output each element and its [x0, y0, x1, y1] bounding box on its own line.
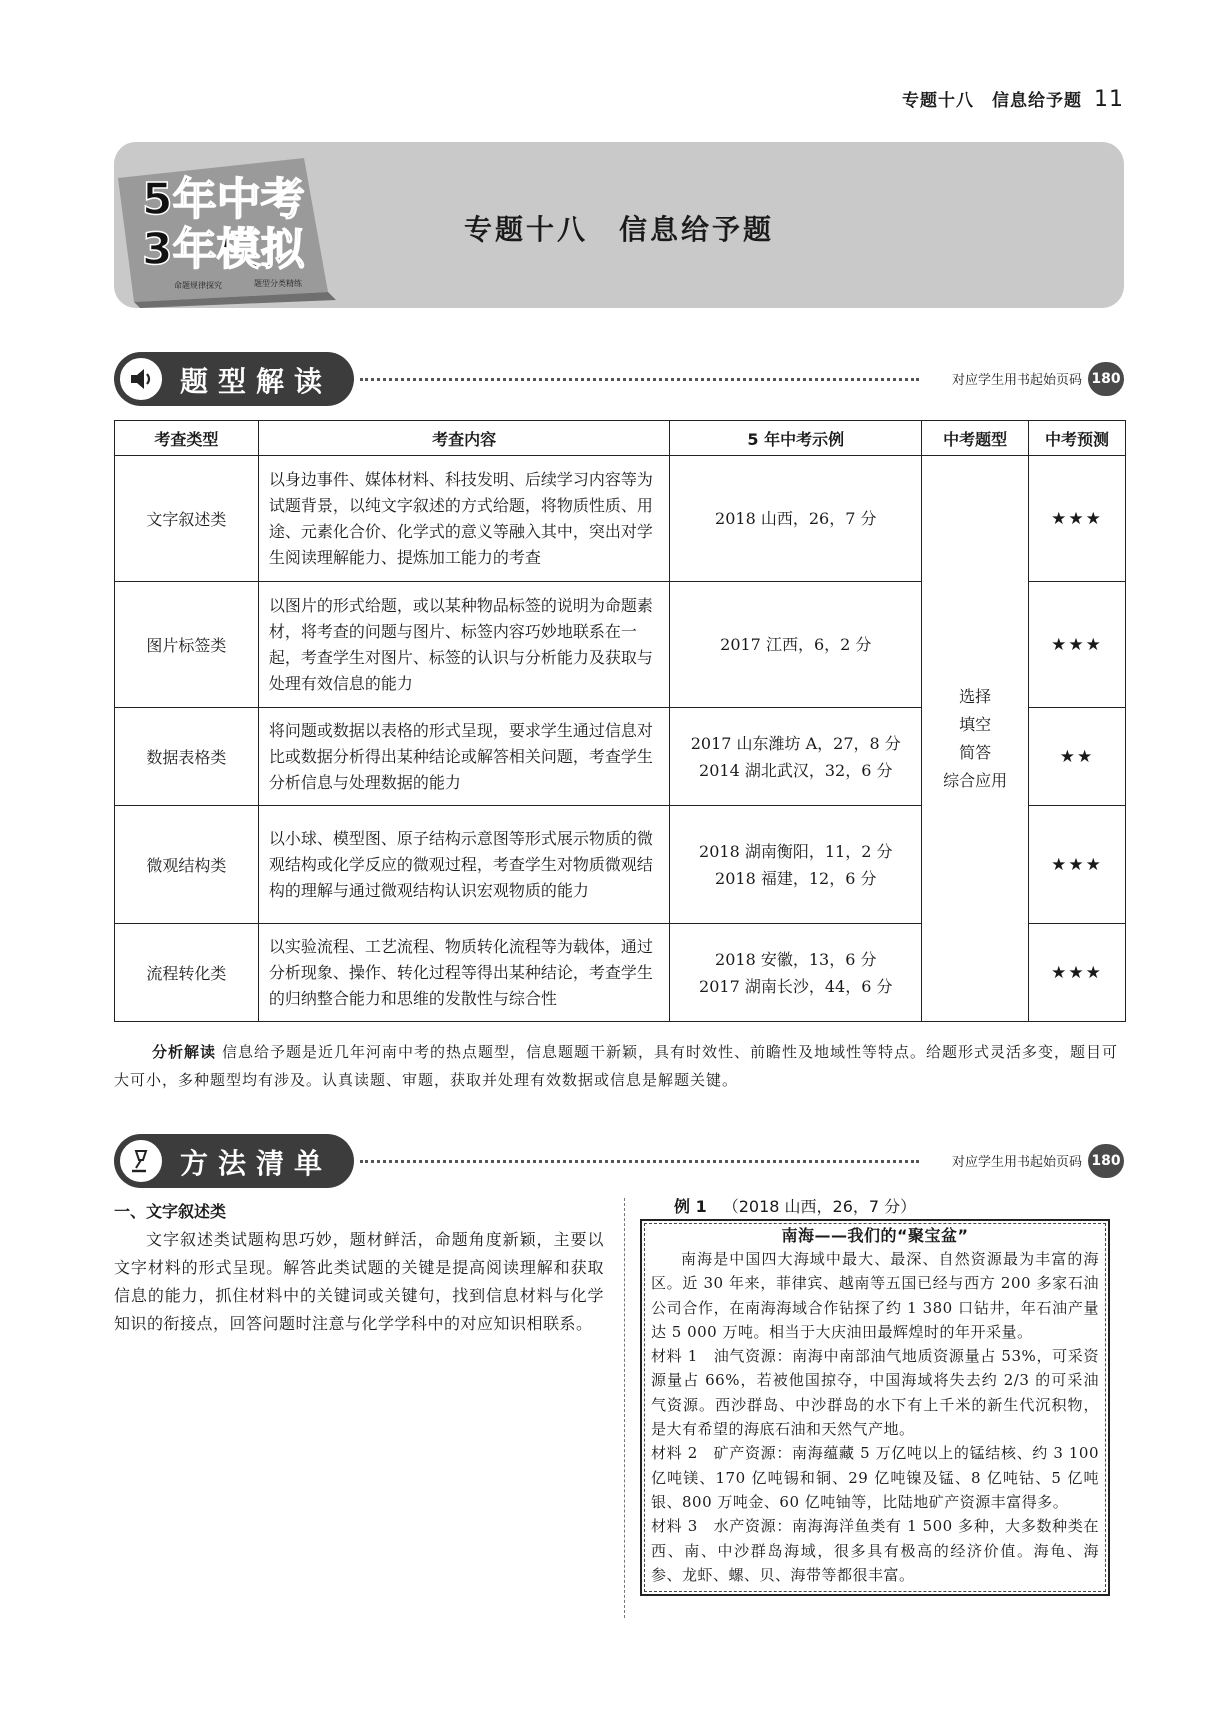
- type-cell: 图片标签类: [115, 582, 259, 708]
- example-cell: 2017 江西，6，2 分: [670, 582, 922, 708]
- analysis-text: 信息给予题是近几年河南中考的热点题型，信息题题干新颖，具有时效性、前瞻性及地域性等特点。给题形式灵活多变，题目可大可小，多种题型均有涉及。认真读题、审题，获取并处理有效数据或信息是解题关键。: [114, 1043, 1119, 1089]
- example-cell: 2017 山东潍坊 A，27，8 分 2014 湖北武汉，32，6 分: [670, 708, 922, 806]
- svg-text:命题规律探究: 命题规律探究: [174, 281, 222, 290]
- speaker-icon: [128, 366, 154, 392]
- column-divider: [624, 1198, 625, 1618]
- example-material-box: [640, 1219, 1110, 1596]
- prediction-stars: ★★★: [1029, 582, 1126, 708]
- example-heading: [674, 1194, 1110, 1217]
- material-intro: 南海是中国四大海域中最大、最深、自然资源最为丰富的海区。近 30 年来，菲律宾、越南等五国已经与西方 200 多家石油公司合作，在南海海域合作钻探了约 1 380 口钻井，年石油产量达 5 000 万吨。相当于大庆油田最辉煌时的年开采量。: [651, 1250, 1099, 1341]
- analysis-heading: 分析解读: [152, 1043, 217, 1061]
- column-header: 中考题型: [922, 421, 1029, 456]
- prediction-stars: ★★★: [1029, 924, 1126, 1022]
- content-cell: 以图片的形式给题，或以某种物品标签的说明为命题素材，将考查的问题与图片、标签内容巧妙地联系在一起，考查学生对图片、标签的认识与分析能力及获取与处理有效信息的能力: [258, 582, 670, 708]
- material-item: 材料 2 矿产资源：南海蕴藏 5 万亿吨以上的锰结核、约 3 100亿吨镁、170 亿吨锡和铜、29 亿吨镍及锰、8 亿吨钴、5 亿吨银、800 万吨金、60 亿吨铀等，比陆地矿产资源丰富得多。: [651, 1444, 1099, 1511]
- example-source: （2018 山西，26，7 分）: [722, 1197, 917, 1216]
- material-title: 南海——我们的“聚宝盆”: [781, 1226, 969, 1245]
- content-cell: 以身边事件、媒体材料、科技发明、后续学习内容等为试题背景，以纯文字叙述的方式给题，将物质性质、用途、元素化合价、化学式的意义等融入其中，突出对学生阅读理解能力、提炼加工能力的考查: [258, 456, 670, 582]
- type-cell: 数据表格类: [115, 708, 259, 806]
- example-cell: 2018 山西，26，7 分: [670, 456, 922, 582]
- method-subheading: 一、文字叙述类: [114, 1202, 227, 1221]
- page-ref-badge: 180: [1088, 362, 1124, 396]
- section-bar-method-list: [114, 1134, 1124, 1188]
- example-cell: 2018 安徽，13，6 分 2017 湖南长沙，44，6 分: [670, 924, 922, 1022]
- analysis-paragraph: [114, 1038, 1126, 1094]
- running-header-title: 专题十八 信息给予题: [902, 91, 1082, 111]
- type-cell: 微观结构类: [115, 806, 259, 924]
- svg-text:题型分类精练: 题型分类精练: [254, 279, 302, 288]
- chapter-title: 专题十八 信息给予题: [463, 213, 774, 246]
- chapter-banner: [114, 142, 1124, 308]
- section-bar-question-types: [114, 352, 1124, 406]
- prediction-stars: ★★★: [1029, 456, 1126, 582]
- material-item: 材料 3 水产资源：南海海洋鱼类有 1 500 多种，大多数种类在西、南、中沙群岛海域，很多具有极高的经济价值。海龟、海参、龙虾、螺、贝、海带等都很丰富。: [651, 1517, 1099, 1584]
- question-type-table: [114, 420, 1126, 1022]
- page-ref-label: 对应学生用书起始页码: [951, 1155, 1082, 1170]
- content-cell: 将问题或数据以表格的形式呈现，要求学生通过信息对比或数据分析得出某种结论或解答相关问题，考查学生分析信息与处理数据的能力: [258, 708, 670, 806]
- svg-text:5年中考: 5年中考: [142, 174, 305, 225]
- prediction-stars: ★★: [1029, 708, 1126, 806]
- section-title: 方法清单: [180, 1147, 333, 1180]
- example-cell: 2018 湖南衡阳，11，2 分 2018 福建，12，6 分: [670, 806, 922, 924]
- prediction-stars: ★★★: [1029, 806, 1126, 924]
- table-row: [115, 456, 1126, 582]
- type-cell: 流程转化类: [115, 924, 259, 1022]
- method-text: 文字叙述类试题构思巧妙，题材鲜活，命题角度新颖，主要以文字材料的形式呈现。解答此类试题的关键是提高阅读理解和获取信息的能力，抓住材料中的关键词或关键句，找到信息材料与化学知识的衔接点，回答问题时注意与化学学科中的对应知识相联系。: [114, 1230, 604, 1333]
- page-ref-badge: 180: [1088, 1144, 1124, 1178]
- svg-text:3年模拟: 3年模拟: [142, 224, 305, 275]
- section-title: 题型解读: [180, 365, 333, 398]
- column-header: 考查内容: [258, 421, 670, 456]
- content-cell: 以实验流程、工艺流程、物质转化流程等为载体，通过分析现象、操作、转化过程等得出某种结论，考查学生的归纳整合能力和思维的发散性与综合性: [258, 924, 670, 1022]
- page-number: 11: [1094, 87, 1124, 112]
- column-header: 5 年中考示例: [670, 421, 922, 456]
- page-ref-label: 对应学生用书起始页码: [951, 373, 1082, 388]
- exam-format-cell: 选择 填空 简答 综合应用: [922, 456, 1029, 1022]
- column-header: 中考预测: [1029, 421, 1126, 456]
- example-column: [640, 1194, 1110, 1596]
- table-header-row: [115, 421, 1126, 456]
- type-cell: 文字叙述类: [115, 456, 259, 582]
- example-label: 例 1: [674, 1197, 707, 1216]
- material-item: 材料 1 油气资源：南海中南部油气地质资源量占 53%，可采资源量占 66%，若被他国掠夺，中国海域将失去约 2/3 的可采油气资源。西沙群岛、中沙群岛的水下有上千米的新生代沉积物，是大有希望的海底石油和天然气产地。: [651, 1347, 1099, 1439]
- content-cell: 以小球、模型图、原子结构示意图等形式展示物质的微观结构或化学反应的微观过程，考查学生对物质微观结构的理解与通过微观结构认识宏观物质的能力: [258, 806, 670, 924]
- column-header: 考查类型: [115, 421, 259, 456]
- method-column: [114, 1198, 604, 1338]
- lamp-icon: [128, 1148, 154, 1174]
- running-header: [902, 86, 1124, 112]
